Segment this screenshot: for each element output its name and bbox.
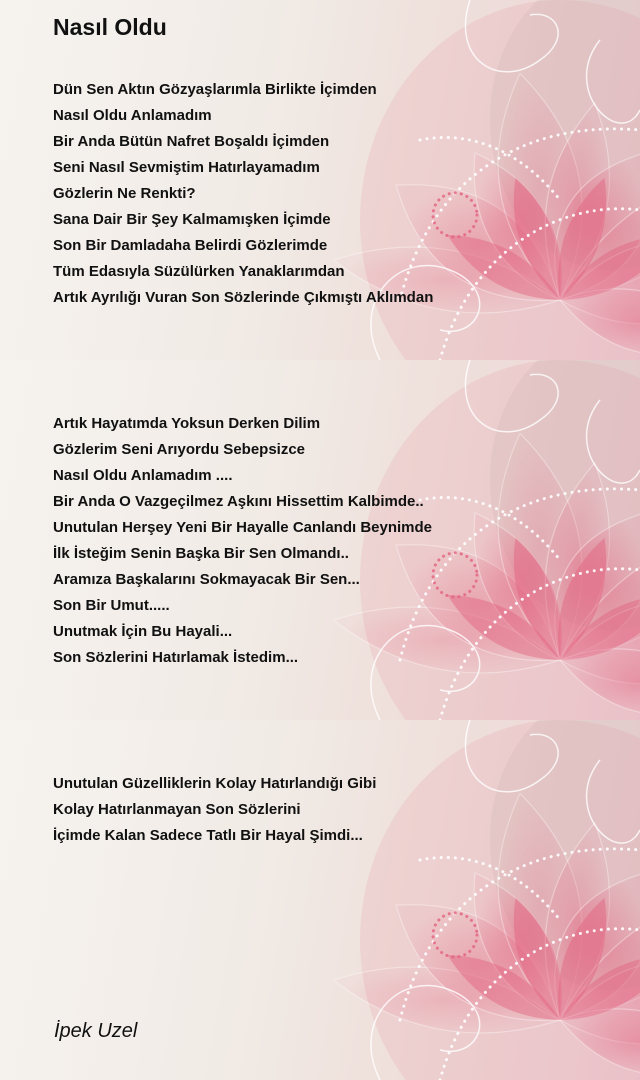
poem-line: Aramıza Başkalarını Sokmayacak Bir Sen... <box>53 571 360 588</box>
poem-line: Unutmak İçin Bu Hayali... <box>53 623 233 640</box>
author-name: İpek Uzel <box>54 1020 138 1042</box>
poem-line: Unutulan Herşey Yeni Bir Hayalle Canlandı Beynimde <box>53 519 433 536</box>
stanza-3 <box>53 774 376 852</box>
poem-line: Gözlerim Seni Arıyordu Sebepsizce <box>53 441 306 458</box>
poem-line: Artık Hayatımda Yoksun Derken Dilim <box>53 415 321 432</box>
poem-line: İlk İsteğim Senin Başka Bir Sen Olmandı.. <box>53 545 349 562</box>
poem-line: İçimde Kalan Sadece Tatlı Bir Hayal Şimdi... <box>53 827 363 844</box>
poem-line: Artık Ayrılığı Vuran Son Sözlerinde Çıkmıştı Aklımdan <box>53 289 434 306</box>
poem-line: Gözlerin Ne Renkti? <box>53 185 196 202</box>
poem-line: Tüm Edasıyla Süzülürken Yanaklarımdan <box>53 263 345 280</box>
poem-line: Bir Anda O Vazgeçilmez Aşkını Hissettim Kalbimde.. <box>53 493 424 510</box>
stanza-1 <box>53 80 433 314</box>
poem-line: Kolay Hatırlanmayan Son Sözlerini <box>53 801 301 818</box>
poem-line: Son Bir Umut..... <box>53 597 170 614</box>
poem-line: Bir Anda Bütün Nafret Boşaldı İçimden <box>53 133 330 150</box>
poem-line: Son Bir Damladaha Belirdi Gözlerimde <box>53 237 328 254</box>
poem-line: Seni Nasıl Sevmiştim Hatırlayamadım <box>53 159 320 176</box>
poem-line: Nasıl Oldu Anlamadım <box>53 107 212 124</box>
poem-line: Nasıl Oldu Anlamadım .... <box>53 467 233 484</box>
poem-title: Nasıl Oldu <box>53 14 167 40</box>
poem-line: Dün Sen Aktın Gözyaşlarımla Birlikte İçimden <box>53 81 377 98</box>
poem-line: Unutulan Güzelliklerin Kolay Hatırlandığı Gibi <box>53 775 377 792</box>
stanza-2 <box>53 414 432 674</box>
poem-line: Sana Dair Bir Şey Kalmamışken İçimde <box>53 211 331 228</box>
poem-line: Son Sözlerini Hatırlamak İstedim... <box>53 649 299 666</box>
